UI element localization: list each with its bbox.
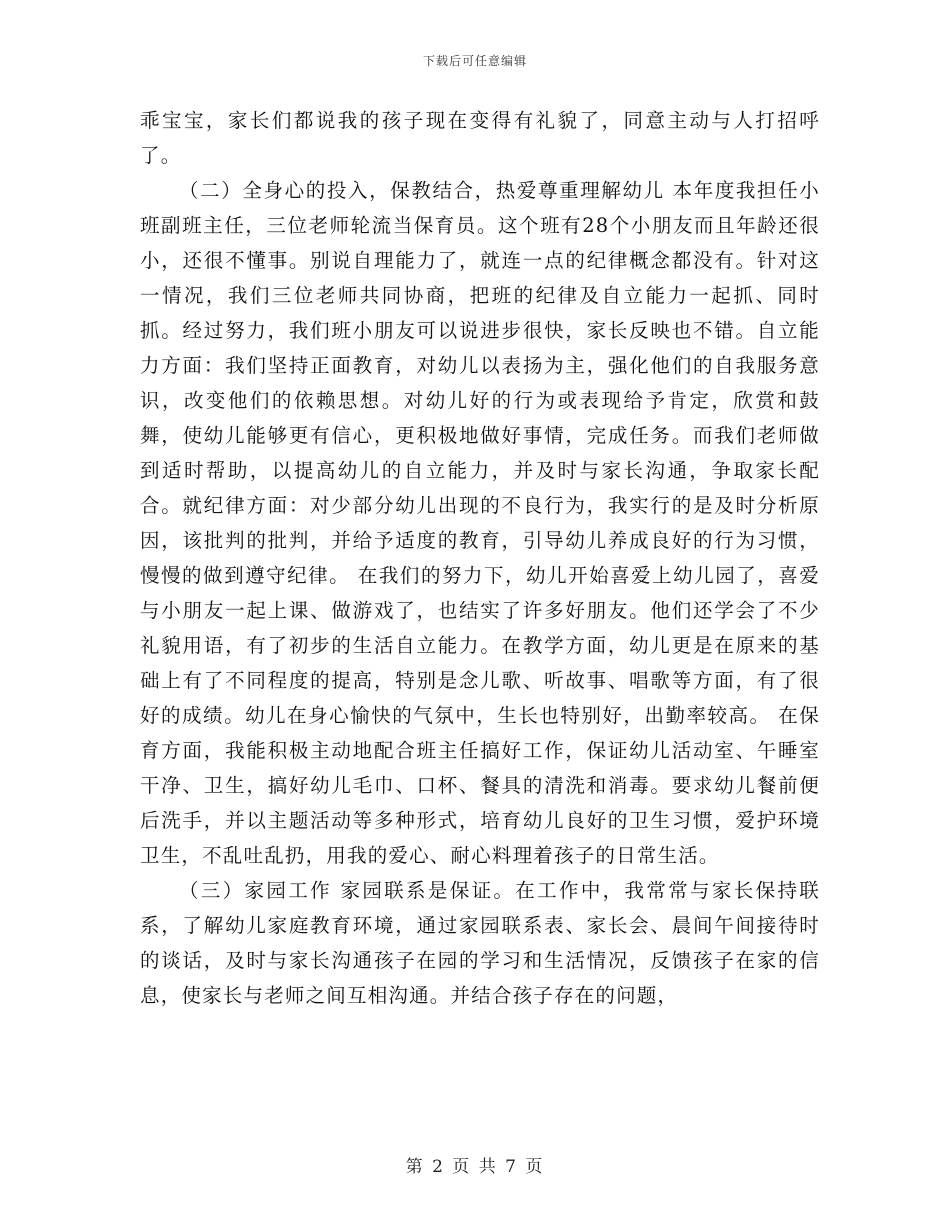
- page-header-note: 下载后可任意编辑: [422, 54, 527, 68]
- paragraph-continuation: 乖宝宝，家长们都说我的孩子现在变得有礼貌了，同意主动与人打招呼了。: [140, 109, 820, 167]
- page-number-footer: 第 2 页 共 7 页: [405, 1157, 545, 1177]
- document-body: [140, 103, 820, 1013]
- paragraph-section-three: （三）家园工作 家园联系是保证。在工作中，我常常与家长保持联系，了解幼儿家庭教育环境，通过家园联系表、家长会、晨间午间接待时的谈话，及时与家长沟通孩子在园的学习和生活情况，反馈孩子在家的信息，使家长与老师之间互相沟通。并结合孩子存在的问题，: [140, 879, 820, 1007]
- paragraph-section-two: （二）全身心的投入，保教结合，热爱尊重理解幼儿 本年度我担任小班副班主任，三位老师轮流当保育员。这个班有28个小朋友而且年龄还很小，还很不懂事。别说自理能力了，就连一点的纪律概念都没有。针对这一情况，我们三位老师共同协商，把班的纪律及自立能力一起抓、同时抓。经过努力，我们班小朋友可以说进步很快，家长反映也不错。自立能力方面：我们坚持正面教育，对幼儿以表扬为主，强化他们的自我服务意识，改变他们的依赖思想。对幼儿好的行为或表现给予肯定，欣赏和鼓舞，使幼儿能够更有信心，更积极地做好事情，完成任务。而我们老师做到适时帮助，以提高幼儿的自立能力，并及时与家长沟通，争取家长配合。就纪律方面：对少部分幼儿出现的不良行为，我实行的是及时分析原因，该批判的批判，并给予适度的教育，引导幼儿养成良好的行为习惯，慢慢的做到遵守纪律。 在我们的努力下，幼儿开始喜爱上幼儿园了，喜爱与小朋友一起上课、做游戏了，也结实了许多好朋友。他们还学会了不少礼貌用语，有了初步的生活自立能力。在教学方面，幼儿更是在原来的基础上有了不同程度的提高，特别是念儿歌、听故事、唱歌等方面，有了很好的成绩。幼儿在身心愉快的气氛中，生长也特别好，出勤率较高。 在保育方面，我能积极主动地配合班主任搞好工作，保证幼儿活动室、午睡室干净、卫生，搞好幼儿毛巾、口杯、餐具的清洗和消毒。要求幼儿餐前便后洗手，并以主题活动等多种形式，培育幼儿良好的卫生习惯，爱护环境卫生，不乱吐乱扔，用我的爱心、耐心料理着孩子的日常生活。: [140, 179, 820, 867]
